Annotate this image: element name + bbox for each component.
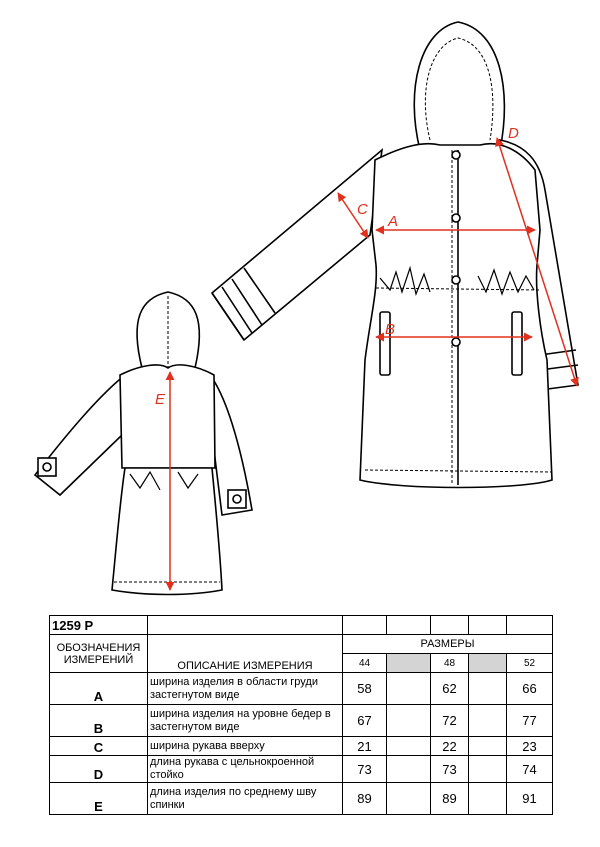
label-C: C	[357, 201, 368, 218]
measurement-description: ширина изделия на уровне бедер в застегнутом виде	[148, 705, 343, 737]
label-D: D	[508, 125, 519, 142]
value-44: 73	[343, 756, 387, 783]
value-48: 89	[431, 783, 469, 815]
measurement-description: ширина изделия в области груди застегнутом виде	[148, 673, 343, 705]
table-row	[50, 737, 553, 756]
value-44: 67	[343, 705, 387, 737]
value-48: 62	[431, 673, 469, 705]
back-yoke	[120, 365, 215, 468]
value-52: 91	[507, 783, 553, 815]
measurement-code: A	[50, 673, 148, 705]
table-column-headers	[50, 635, 553, 654]
sizes-header: РАЗМЕРЫ	[343, 635, 553, 654]
measurement-description: длина рукава с цельнокроенной стойко	[148, 756, 343, 783]
value-48: 22	[431, 737, 469, 756]
table-row	[50, 756, 553, 783]
label-A: A	[388, 213, 399, 230]
measurement-code: D	[50, 756, 148, 783]
value-52: 77	[507, 705, 553, 737]
back-left-sleeve	[35, 375, 125, 495]
value-44: 58	[343, 673, 387, 705]
value-48: 72	[431, 705, 469, 737]
size-chart-table	[49, 615, 553, 815]
value-44: 21	[343, 737, 387, 756]
description-header: ОПИСАНИЕ ИЗМЕРЕНИЯ	[148, 635, 343, 673]
table-row	[50, 705, 553, 737]
table-header-row	[50, 616, 553, 635]
size-52: 52	[507, 654, 553, 673]
size-44: 44	[343, 654, 387, 673]
label-B: B	[385, 321, 396, 338]
back-skirt	[112, 468, 222, 595]
measurement-code: E	[50, 783, 148, 815]
model-code: 1259 P	[50, 616, 148, 635]
value-52: 66	[507, 673, 553, 705]
back-view	[35, 292, 252, 595]
value-52: 74	[507, 756, 553, 783]
value-48: 73	[431, 756, 469, 783]
table-row	[50, 783, 553, 815]
table-row	[50, 673, 553, 705]
value-52: 23	[507, 737, 553, 756]
size-48: 48	[431, 654, 469, 673]
front-view	[212, 22, 578, 488]
notation-header: ОБОЗНАЧЕНИЯ ИЗМЕРЕНИЙ	[50, 635, 148, 673]
measurement-code: B	[50, 705, 148, 737]
value-44: 89	[343, 783, 387, 815]
label-E: E	[155, 391, 166, 408]
measurement-description: длина изделия по среднему шву спинки	[148, 783, 343, 815]
measurement-code: C	[50, 737, 148, 756]
measurement-description: ширина рукава вверху	[148, 737, 343, 756]
